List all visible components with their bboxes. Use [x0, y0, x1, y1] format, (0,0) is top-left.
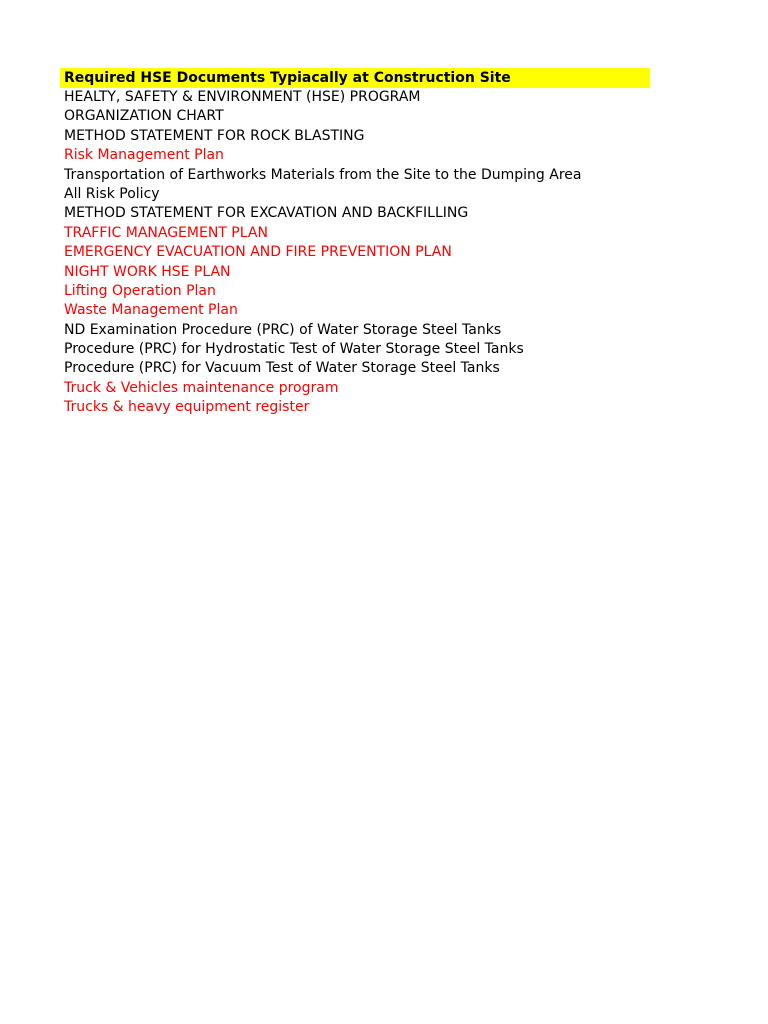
list-item: ND Examination Procedure (PRC) of Water Storage Steel Tanks — [64, 321, 502, 338]
list-item: ORGANIZATION CHART — [64, 108, 224, 125]
list-item: TRAFFIC MANAGEMENT PLAN — [64, 224, 268, 241]
list-item: Transportation of Earthworks Materials from the Site to the Dumping Area — [64, 166, 582, 183]
list-item: All Risk Policy — [64, 185, 160, 202]
document-title: Required HSE Documents Typiacally at Construction Site — [60, 68, 650, 88]
document-items — [60, 88, 650, 418]
list-item: Waste Management Plan — [64, 302, 238, 319]
list-item: Lifting Operation Plan — [64, 282, 216, 299]
list-item: METHOD STATEMENT FOR ROCK BLASTING — [64, 127, 365, 144]
list-item: HEALTY, SAFETY & ENVIRONMENT (HSE) PROGRAM — [64, 89, 421, 105]
list-item: Procedure (PRC) for Hydrostatic Test of Water Storage Steel Tanks — [64, 341, 524, 358]
list-item: NIGHT WORK HSE PLAN — [64, 263, 231, 280]
list-item: Risk Management Plan — [64, 147, 224, 164]
document-list — [60, 68, 650, 418]
list-item: METHOD STATEMENT FOR EXCAVATION AND BACKFILLING — [64, 205, 469, 222]
list-item: EMERGENCY EVACUATION AND FIRE PREVENTION PLAN — [64, 244, 452, 261]
list-item: Trucks & heavy equipment register — [64, 399, 310, 416]
list-item: Truck & Vehicles maintenance program — [64, 379, 339, 396]
list-item: Procedure (PRC) for Vacuum Test of Water Storage Steel Tanks — [64, 360, 500, 377]
